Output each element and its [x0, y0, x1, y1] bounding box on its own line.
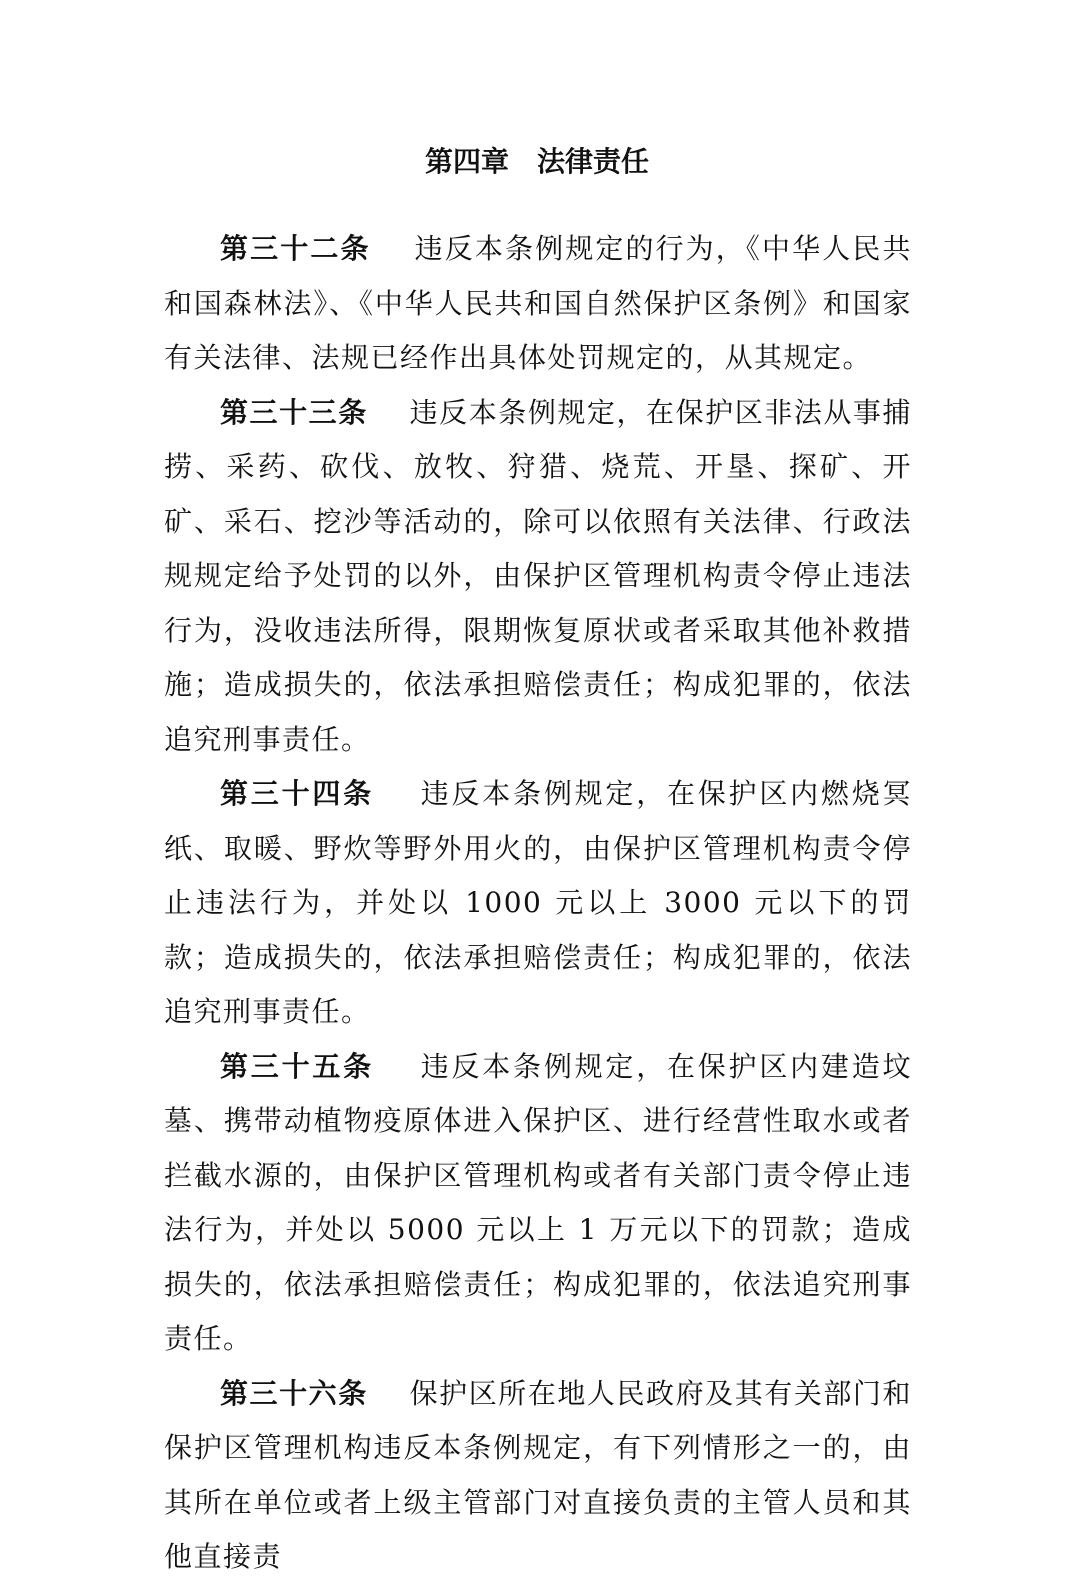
article-33 [164, 386, 912, 768]
article-number: 第三十三条 [220, 395, 368, 429]
article-35 [164, 1040, 912, 1367]
article-text: 违反本条例规定，在保护区内建造坟墓、携带动植物疫原体进入保护区、进行经营性取水或者拦截水源的，由保护区管理机构或者有关部门责令停止违法行为，并处以 5000 元以上 1 万元以下的罚款；造成损失的，依法承担赔偿责任；构成犯罪的，依法追究刑事责任。 [164, 1049, 912, 1355]
article-text: 保护区所在地人民政府及其有关部门和保护区管理机构违反本条例规定，有下列情形之一的，由其所在单位或者上级主管部门对直接负责的主管人员和其他直接责 [164, 1376, 912, 1573]
chapter-heading: 第四章 法律责任 [424, 145, 649, 178]
chapter-body [164, 222, 912, 1585]
article-number: 第三十二条 [220, 232, 371, 265]
article-34 [164, 767, 912, 1040]
article-number: 第三十五条 [220, 1049, 374, 1083]
article-text: 违反本条例规定的行为，《中华人民共和国森林法》、《中华人民共和国自然保护区条例》和国家有关法律、法规已经作出具体处罚规定的，从其规定。 [164, 232, 912, 374]
article-32 [164, 222, 912, 386]
article-text: 违反本条例规定，在保护区内燃烧冥纸、取暖、野炊等野外用火的，由保护区管理机构责令停止违法行为，并处以 1000 元以上 3000 元以下的罚款；造成损失的，依法承担赔偿责任；构成犯罪的，依法追究刑事责任。 [164, 777, 912, 1028]
article-number: 第三十四条 [220, 777, 374, 810]
article-text: 违反本条例规定，在保护区非法从事捕捞、采药、砍伐、放牧、狩猎、烧荒、开垦、探矿、开矿、采石、挖沙等活动的，除可以依照有关法律、行政法规规定给予处罚的以外，由保护区管理机构责令停止违法行为，没收违法所得，限期恢复原状或者采取其他补救措施；造成损失的，依法承担赔偿责任；构成犯罪的，依法追究刑事责任。 [164, 395, 912, 756]
article-36 [164, 1367, 912, 1585]
article-number: 第三十六条 [220, 1376, 368, 1410]
